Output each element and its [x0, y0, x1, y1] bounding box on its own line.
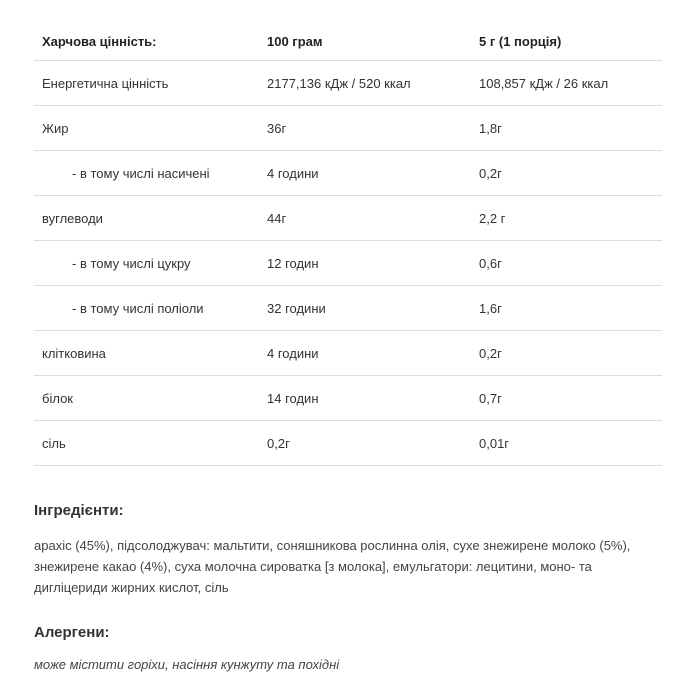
per-serving-cell: 2,2 г: [471, 196, 662, 241]
per-100g-cell: 4 години: [259, 331, 471, 376]
header-nutrient: Харчова цінність:: [34, 22, 259, 61]
table-row: [34, 331, 662, 376]
per-100g-cell: 44г: [259, 196, 471, 241]
ingredients-heading: Інгредієнти:: [34, 502, 124, 519]
per-serving-cell: 0,7г: [471, 376, 662, 421]
per-100g-cell: 2177,136 кДж / 520 ккал: [259, 61, 471, 106]
ingredients-text: арахіс (45%), підсолоджувач: мальтити, соняшникова рослинна олія, сухе знежирене молоко (5%), знежирене какао (4%), суха молочна сироватка [з молока], емульгатори: лецитини, моно- та дигліцериди жирних кислот, сіль: [34, 538, 631, 595]
nutrition-panel: [34, 22, 662, 466]
nutrient-name-cell: - в тому числі поліоли: [34, 286, 259, 331]
table-row: [34, 106, 662, 151]
nutrient-name-cell: Жир: [34, 106, 259, 151]
nutrient-name-cell: сіль: [34, 421, 259, 466]
allergens-text: може містити горіхи, насіння кунжуту та похідні: [34, 657, 340, 672]
per-serving-cell: 108,857 кДж / 26 ккал: [471, 61, 662, 106]
table-row: [34, 241, 662, 286]
table-row: [34, 61, 662, 106]
per-serving-cell: 0,6г: [471, 241, 662, 286]
table-row: [34, 196, 662, 241]
per-100g-cell: 32 години: [259, 286, 471, 331]
per-100g-cell: 36г: [259, 106, 471, 151]
per-serving-cell: 0,2г: [471, 151, 662, 196]
table-row: [34, 376, 662, 421]
per-serving-cell: 0,01г: [471, 421, 662, 466]
per-100g-cell: 4 години: [259, 151, 471, 196]
table-row: [34, 286, 662, 331]
allergens-heading: Алергени:: [34, 624, 110, 641]
nutrition-table-body: [34, 61, 662, 466]
table-header-row: [34, 22, 662, 61]
table-row: [34, 421, 662, 466]
nutrient-name-cell: - в тому числі насичені: [34, 151, 259, 196]
header-per-100g: 100 грам: [259, 22, 471, 61]
nutrition-table: [34, 22, 662, 466]
per-100g-cell: 12 годин: [259, 241, 471, 286]
header-per-serving: 5 г (1 порція): [471, 22, 662, 61]
per-100g-cell: 14 годин: [259, 376, 471, 421]
nutrient-name-cell: Енергетична цінність: [34, 61, 259, 106]
per-serving-cell: 0,2г: [471, 331, 662, 376]
table-row: [34, 151, 662, 196]
nutrient-name-cell: клітковина: [34, 331, 259, 376]
nutrient-name-cell: - в тому числі цукру: [34, 241, 259, 286]
per-serving-cell: 1,8г: [471, 106, 662, 151]
per-serving-cell: 1,6г: [471, 286, 662, 331]
nutrient-name-cell: вуглеводи: [34, 196, 259, 241]
nutrient-name-cell: білок: [34, 376, 259, 421]
per-100g-cell: 0,2г: [259, 421, 471, 466]
